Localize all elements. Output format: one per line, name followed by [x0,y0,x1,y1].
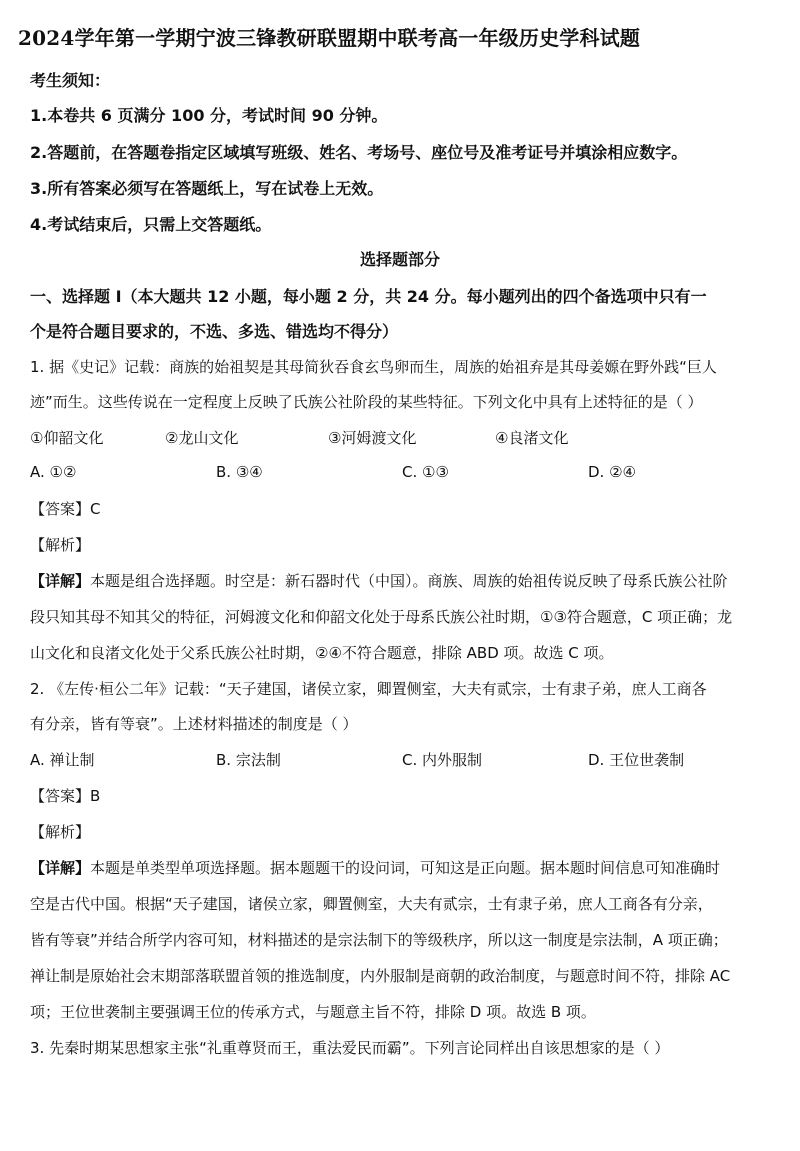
question-2-option-c: C. 内外服制 [402,751,483,769]
question-1-stem-line-2: 迹”而生。这些传说在一定程度上反映了氏族公社阶段的某些特征。下列文化中具有上述特征的是（ ） [30,393,703,411]
question-2-answer-label: 【答案】 [30,787,91,805]
question-1-option-d: D. ②④ [588,463,636,481]
question-1-answer-label: 【答案】 [30,500,91,518]
instruction-item-1: 1.本卷共 6 页满分 100 分，考试时间 90 分钟。 [30,106,388,125]
question-1-option-c: C. ①③ [402,463,449,481]
question-2-detail-line-5: 项；王位世袭制主要强调王位的传承方式，与题意主旨不符，排除 D 项。故选 B 项。 [30,1003,596,1021]
question-1-sub-item-2: ②龙山文化 [165,429,239,447]
question-2-detail-label: 【详解】 [30,859,91,877]
question-2-detail-text-1: 本题是单类型单项选择题。据本题题干的设问词，可知这是正向题。据本题时间信息可知准确时 [90,859,721,877]
question-1-option-a: A. ①② [30,463,77,481]
question-3-stem-line-1: 3. 先秦时期某思想家主张“礼重尊贤而王，重法爱民而霸”。下列言论同样出自该思想家的是（ ） [30,1039,670,1057]
question-1-stem-line-1: 1. 据《史记》记载：商族的始祖契是其母简狄吞食玄鸟卵而生，周族的始祖弃是其母姜嫄在野外践“巨人 [30,358,717,376]
question-1-option-b: B. ③④ [216,463,263,481]
document-title: 2024学年第一学期宁波三锋教研联盟期中联考高一年级历史学科试题 [18,26,641,50]
section-title: 选择题部分 [359,250,440,269]
question-1-sub-item-1: ①仰韶文化 [30,429,104,447]
question-2-stem-line-1: 2. 《左传·桓公二年》记载：“天子建国，诸侯立家，卿置侧室，大夫有贰宗，士有隶子弟，庶人工商各 [30,680,707,698]
question-1-detail-line-2: 段只知其母不知其父的特征，河姆渡文化和仰韶文化处于母系氏族公社时期，①③符合题意，C 项正确；龙 [30,608,733,626]
question-2-stem-line-2: 有分亲，皆有等衰”。上述材料描述的制度是（ ） [30,715,358,733]
question-2-detail-line-3: 皆有等衰”并结合所学内容可知，材料描述的是宗法制下的等级秩序，所以这一制度是宗法制，A 项正确； [30,931,728,949]
question-2-answer-value: B [90,787,101,805]
instruction-item-2: 2.答题前，在答题卷指定区域填写班级、姓名、考场号、座位号及准考证号并填涂相应数字。 [30,143,688,162]
instruction-item-3: 3.所有答案必须写在答题纸上，写在试卷上无效。 [30,179,384,198]
question-2-analysis-label: 【解析】 [30,823,91,841]
question-1-answer-value: C [90,500,101,518]
question-2-detail-line-2: 空是古代中国。根据“天子建国，诸侯立家，卿置侧室，大夫有贰宗，士有隶子弟，庶人工商各有分亲， [30,895,713,913]
question-1-detail-label: 【详解】 [30,572,91,590]
question-1-analysis-label: 【解析】 [30,536,91,554]
question-2-detail-line-1 [30,857,778,878]
question-2-option-a: A. 禅让制 [30,751,95,769]
question-2-answer-row [30,785,778,806]
section-heading-line-1: 一、选择题 I（本大题共 12 小题，每小题 2 分，共 24 分。每小题列出的四个备选项中只有一 [30,287,707,306]
question-2-option-d: D. 王位世袭制 [588,751,685,769]
question-1-detail-line-3: 山文化和良渚文化处于父系氏族公社时期，②④不符合题意，排除 ABD 项。故选 C 项。 [30,644,614,662]
question-2-option-b: B. 宗法制 [216,751,281,769]
question-1-sub-item-3: ③河姆渡文化 [328,429,417,447]
instructions-heading: 考生须知： [30,71,111,90]
section-heading-line-2: 个是符合题目要求的，不选、多选、错选均不得分） [30,322,399,341]
question-1-sub-item-4: ④良渚文化 [495,429,569,447]
question-1-answer-row [30,498,778,519]
instruction-item-4: 4.考试结束后，只需上交答题纸。 [30,215,272,234]
question-1-detail-text-1: 本题是组合选择题。时空是：新石器时代（中国）。商族、周族的始祖传说反映了母系氏族公社阶 [90,572,728,590]
question-1-detail-line-1 [30,570,778,591]
question-2-detail-line-4: 禅让制是原始社会末期部落联盟首领的推选制度，内外服制是商朝的政治制度，与题意时间不符，排除 AC [30,967,731,985]
